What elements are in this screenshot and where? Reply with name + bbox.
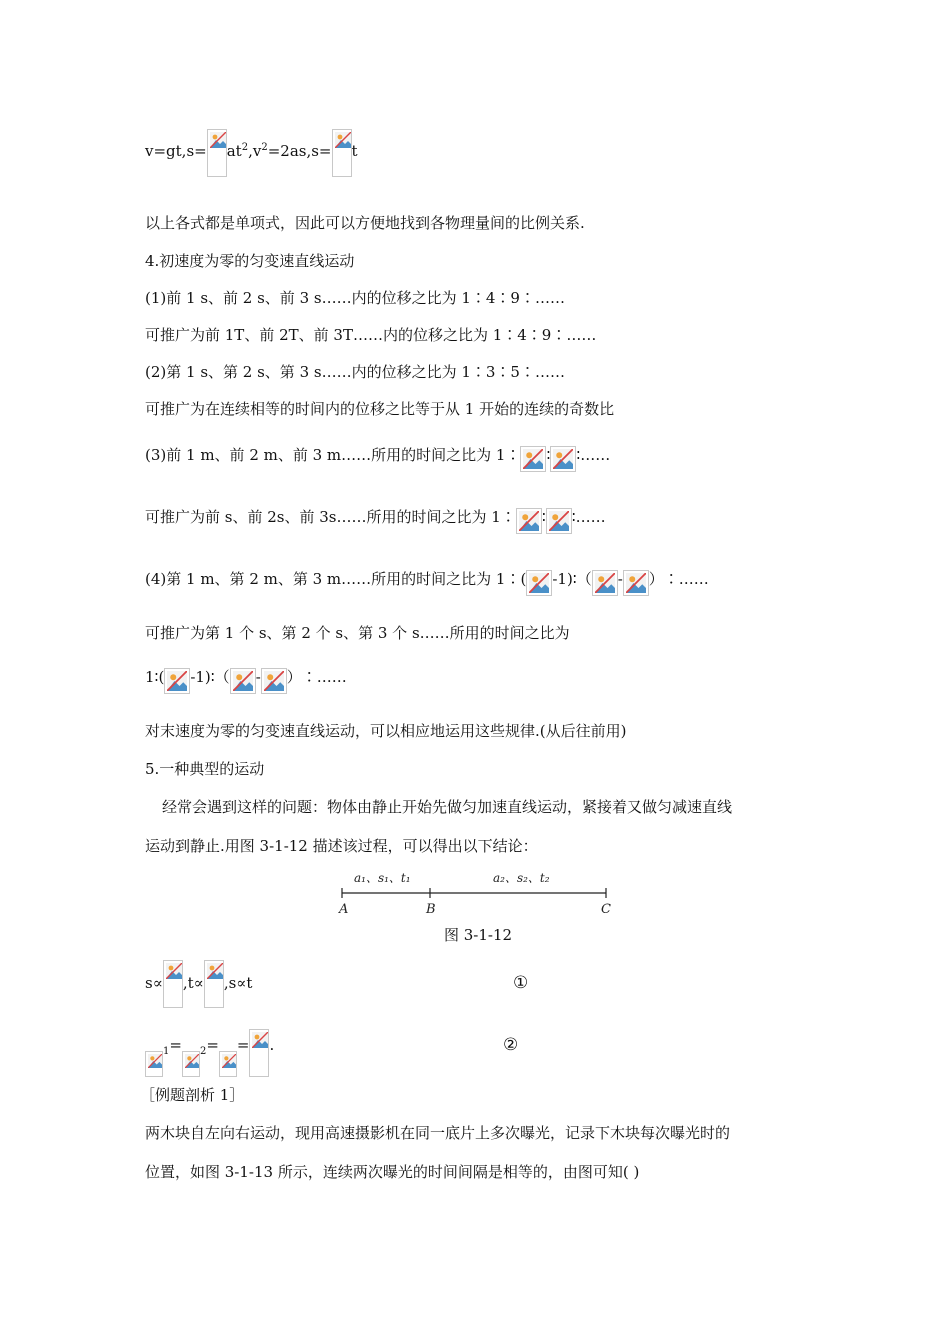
subscript: 2 [199,1046,207,1057]
paragraph: 两木块自左向右运动，现用高速摄影机在同一底片上多次曝光，记录下木块每次曝光时的 [145,1124,731,1142]
superscript: 2 [241,142,249,153]
segment-ab-label: a₁、s₁、t₁ [354,871,411,885]
ratio-text: - [617,570,623,588]
paragraph: 经常会遇到这样的问题：物体由静止开始先做匀加速直线运动，紧接着又做匀减速直线 [162,798,733,816]
broken-image-icon [219,1051,237,1077]
motion-diagram [330,866,620,922]
ratio-text: -1)∶（ [552,570,592,588]
example-header: ［例题剖析 1］ [140,1086,245,1104]
broken-image-icon [164,668,190,694]
section-heading: 4.初速度为零的匀变速直线运动 [145,252,355,270]
broken-image-icon [526,570,552,596]
paragraph: (1)前 1 s、前 2 s、前 3 s……内的位移之比为 1∶4∶9∶…… [145,289,565,307]
broken-image-icon [550,446,576,472]
formula-text: at [226,142,242,160]
point-c-label: C [601,902,611,917]
formula-text: v=gt,s= [145,142,207,160]
broken-image-icon [207,129,227,177]
paragraph: 可推广为前 1T、前 2T、前 3T……内的位移之比为 1∶4∶9∶…… [145,326,597,344]
broken-image-icon [249,1029,269,1077]
ratio-text: 1∶( [145,668,165,686]
ratio-text: 可推广为前 s、前 2s、前 3s……所用的时间之比为 1∶ [145,508,516,526]
broken-image-icon [230,668,256,694]
ratio-text: ）∶…… [648,570,709,588]
section-heading: 5.一种典型的运动 [145,760,265,778]
broken-image-icon [145,1051,163,1077]
formula-text: = [236,1036,250,1054]
ratio-text: ∶ [546,446,551,464]
paragraph: 运动到静止.用图 3-1-12 描述该过程，可以得出以下结论： [145,837,538,855]
conclusion-line-1 [145,958,252,1008]
formula-text: t [351,142,358,160]
point-a-label: A [339,902,349,917]
formula-line [145,122,358,177]
broken-image-icon [592,570,618,596]
ratio-text: - [255,668,261,686]
segment-bc-label: a₂、s₂、t₂ [493,871,550,885]
formula-text: = [206,1036,219,1054]
broken-image-icon [163,960,183,1008]
conclusion-line-2 [145,1020,274,1077]
ratio-text: ∶…… [571,508,606,526]
broken-image-icon [261,668,287,694]
ratio-text: ∶ [541,508,546,526]
formula-text: =2as,s= [267,142,332,160]
subscript: 1 [163,1046,170,1057]
broken-image-icon [546,508,572,534]
broken-image-icon [516,508,542,534]
paragraph: 可推广为第 1 个 s、第 2 个 s、第 3 个 s……所用的时间之比为 [145,624,570,642]
equation-marker-2: ② [503,1035,519,1055]
point-b-label: B [426,902,436,917]
paragraph: 可推广为在连续相等的时间内的位移之比等于从 1 开始的连续的奇数比 [145,400,615,418]
formula-text: = [169,1036,182,1054]
formula-text: ,s∝t [223,974,253,992]
ratio-line [145,660,347,694]
ratio-text: (3)前 1 m、前 2 m、前 3 m……所用的时间之比为 1∶ [145,446,521,464]
ratio-line [145,562,709,596]
formula-text: s∝ [145,974,163,992]
formula-text: . [269,1036,275,1054]
broken-image-icon [182,1051,200,1077]
paragraph: 对末速度为零的匀变速直线运动，可以相应地运用这些规律.(从后往前用) [145,722,627,740]
ratio-text: ）∶…… [286,668,347,686]
ratio-text: ∶…… [576,446,611,464]
figure-caption: 图 3-1-12 [444,926,513,944]
broken-image-icon [520,446,546,472]
paragraph: 位置，如图 3-1-13 所示，连续两次曝光的时间间隔是相等的，由图可知( ) [145,1163,640,1181]
paragraph: (2)第 1 s、第 2 s、第 3 s……内的位移之比为 1∶3∶5∶…… [145,363,565,381]
ratio-line [145,438,610,472]
ratio-text: (4)第 1 m、第 2 m、第 3 m……所用的时间之比为 1∶( [145,570,527,588]
broken-image-icon [332,129,352,177]
ratio-text: -1)∶（ [190,668,230,686]
formula-text: ,v [248,142,262,160]
paragraph: 以上各式都是单项式，因此可以方便地找到各物理量间的比例关系. [145,214,585,232]
formula-text: ,t∝ [182,974,204,992]
broken-image-icon [204,960,224,1008]
broken-image-icon [623,570,649,596]
ratio-line [145,500,606,534]
equation-marker-1: ① [513,973,529,993]
superscript: 2 [261,142,268,153]
